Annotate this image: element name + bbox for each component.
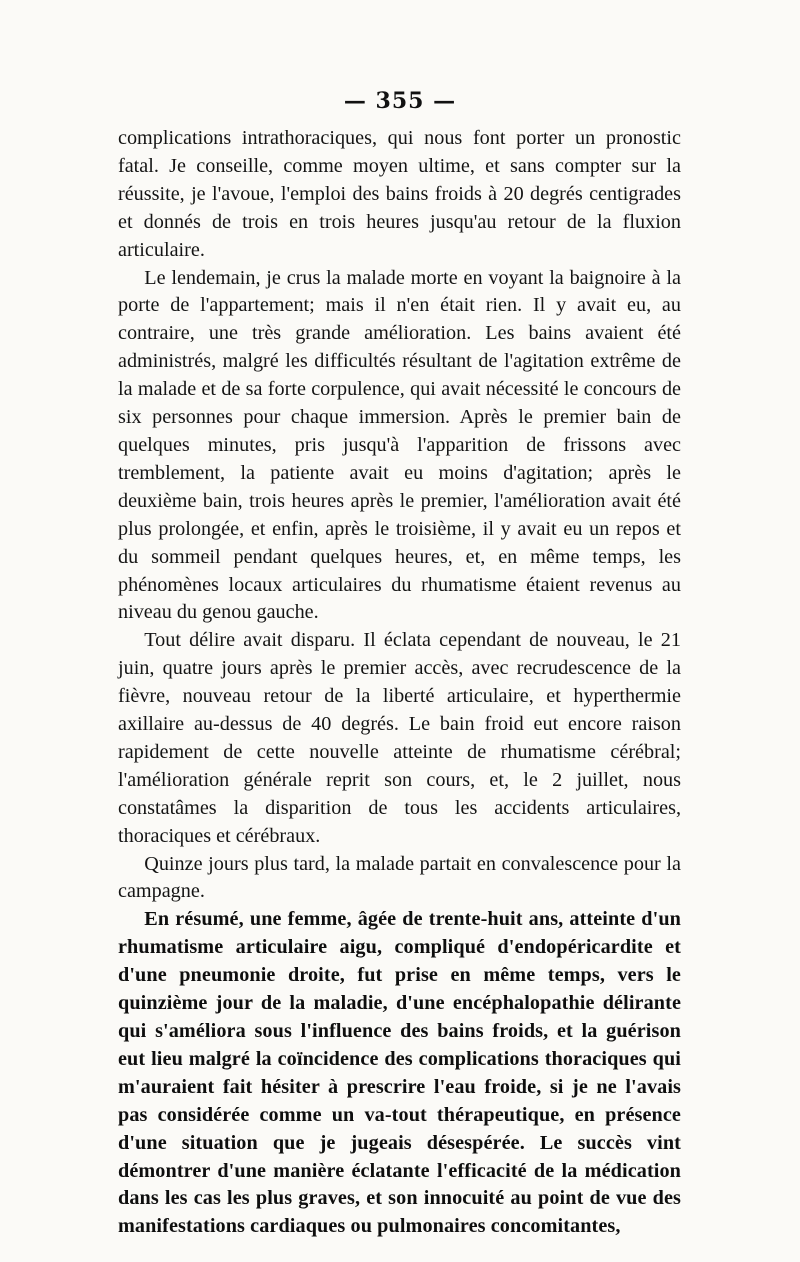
page-number-header: — 355 — — [343, 88, 457, 114]
body-text — [118, 125, 681, 1241]
paragraph-2: Le lendemain, je crus la malade morte en voyant la baignoire à la porte de l'appartement; mais il n'en était rien. Il y avait eu, au contraire, une très grande amélioration. Les bains avaient été administrés, malgré les difficultés résultant de l'agitation extrême de la malade et de sa forte corpulence, qui avait nécessité le concours de six personnes pour chaque immersion. Après le premier bain de quelques minutes, pris jusqu'à l'apparition de frissons avec tremblement, la patiente avait eu moins d'agitation; après le deuxième bain, trois heures après le premier, l'amélioration avait été plus prolongée, et enfin, après le troisième, il y avait eu un repos et du sommeil pendant quelques heures, et, en même temps, les phénomènes locaux articulaires du rhumatisme étaient revenus au niveau du genou gauche. — [118, 266, 681, 624]
paragraph-4: Quinze jours plus tard, la malade partait en convalescence pour la campagne. — [118, 852, 681, 903]
paragraph-5: En résumé, une femme, âgée de trente-huit ans, atteinte d'un rhumatisme articulaire aigu, compliqué d'endopéricardite et d'une pneumonie droite, fut prise en même temps, vers le quinzième jour de la maladie, d'une encéphalopathie délirante qui s'améliora sous l'influence des bains froids, et la guérison eut lieu malgré la coïncidence des complications thoraciques qui m'auraient fait hésiter à prescrire l'eau froide, si je ne l'avais pas considérée comme un va-tout thérapeutique, en présence d'une situation que je jugeais désespérée. Le succès vint démontrer d'une manière éclatante l'efficacité de la médication dans les cas les plus graves, et son innocuité au point de vue des manifestations cardiaques ou pulmonaires concomitantes, — [118, 908, 681, 1238]
paragraph-3: Tout délire avait disparu. Il éclata cependant de nouveau, le 21 juin, quatre jours après le premier accès, avec recrudescence de la fièvre, nouveau retour de la liberté articulaire, et hyperthermie axillaire au-dessus de 40 degrés. Le bain froid eut encore raison rapidement de cette nouvelle atteinte de rhumatisme cérébral; l'amélioration générale reprit son cours, et, le 2 juillet, nous constatâmes la disparition de tous les accidents articulaires, thoraciques et cérébraux. — [118, 629, 681, 847]
paragraph-1: complications intrathoraciques, qui nous font porter un pronostic fatal. Je conseille, comme moyen ultime, et sans compter sur la réussite, je l'avoue, l'emploi des bains froids à 20 degrés centigrades et donnés de trois en trois heures jusqu'au retour de la fluxion articulaire. — [118, 127, 681, 261]
